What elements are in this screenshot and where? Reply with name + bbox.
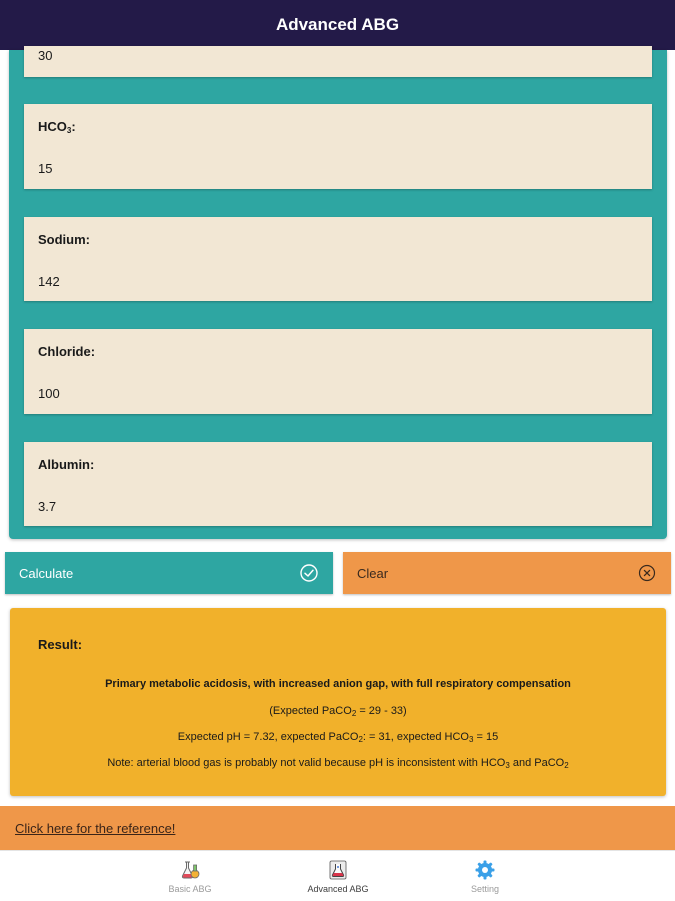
chloride-field[interactable] <box>24 329 652 414</box>
clear-button[interactable] <box>343 552 671 594</box>
sodium-label: Sodium: <box>38 232 90 247</box>
nav-bar <box>0 0 675 50</box>
tab-bar <box>0 850 675 901</box>
reference-bar <box>0 806 675 850</box>
tab-label-setting: Setting <box>470 884 500 894</box>
tab-label-basic: Basic ABG <box>168 884 212 894</box>
close-circle-icon <box>638 564 656 582</box>
chloride-label: Chloride: <box>38 344 96 359</box>
check-circle-icon <box>300 564 318 582</box>
albumin-field[interactable] <box>24 442 652 526</box>
chloride-value[interactable]: 100 <box>38 386 60 401</box>
tab-basic-abg[interactable] <box>135 859 245 894</box>
paco2-field[interactable] <box>24 46 652 77</box>
hco3-label: $HCO_3$: <box>38 119 76 135</box>
result-card <box>10 608 666 796</box>
clear-label: Clear <box>357 565 389 581</box>
calculate-label: Calculate <box>19 565 74 581</box>
sodium-value[interactable]: 142 <box>38 274 60 289</box>
result-note: Note: arterial blood gas is probably not valid because pH is inconsistent with $HCO_3$ and PaCO$_2$ <box>107 757 569 770</box>
albumin-value[interactable]: 3.7 <box>38 499 57 514</box>
lab-flask-icon <box>327 859 349 881</box>
albumin-label: Albumin: <box>38 457 95 472</box>
paco2-value[interactable]: 30 <box>38 48 53 63</box>
result-expected-values: Expected pH = 7.32, expected PaCO$_2$: = 31, expected $HCO_3 = 15$ <box>177 731 499 744</box>
result-primary: Primary metabolic acidosis, with increased anion gap, with full respiratory compensation <box>105 678 571 690</box>
tab-setting[interactable] <box>430 859 540 894</box>
page-title: Advanced ABG <box>275 15 400 34</box>
hco3-value[interactable]: 15 <box>38 161 53 176</box>
tab-advanced-abg[interactable] <box>283 859 393 894</box>
flask-icon <box>179 859 201 881</box>
hco3-field[interactable] <box>24 104 652 189</box>
gear-icon <box>474 859 496 881</box>
tab-label-advanced: Advanced ABG <box>307 884 369 894</box>
input-panel <box>9 50 667 539</box>
calculate-button[interactable] <box>5 552 333 594</box>
reference-link[interactable]: Click here for the reference! <box>15 821 176 836</box>
result-expected-paco2: (Expected PaCO$_2$ = 29 - 33) <box>269 705 407 718</box>
sodium-field[interactable] <box>24 217 652 301</box>
result-label: Result: <box>38 637 83 652</box>
